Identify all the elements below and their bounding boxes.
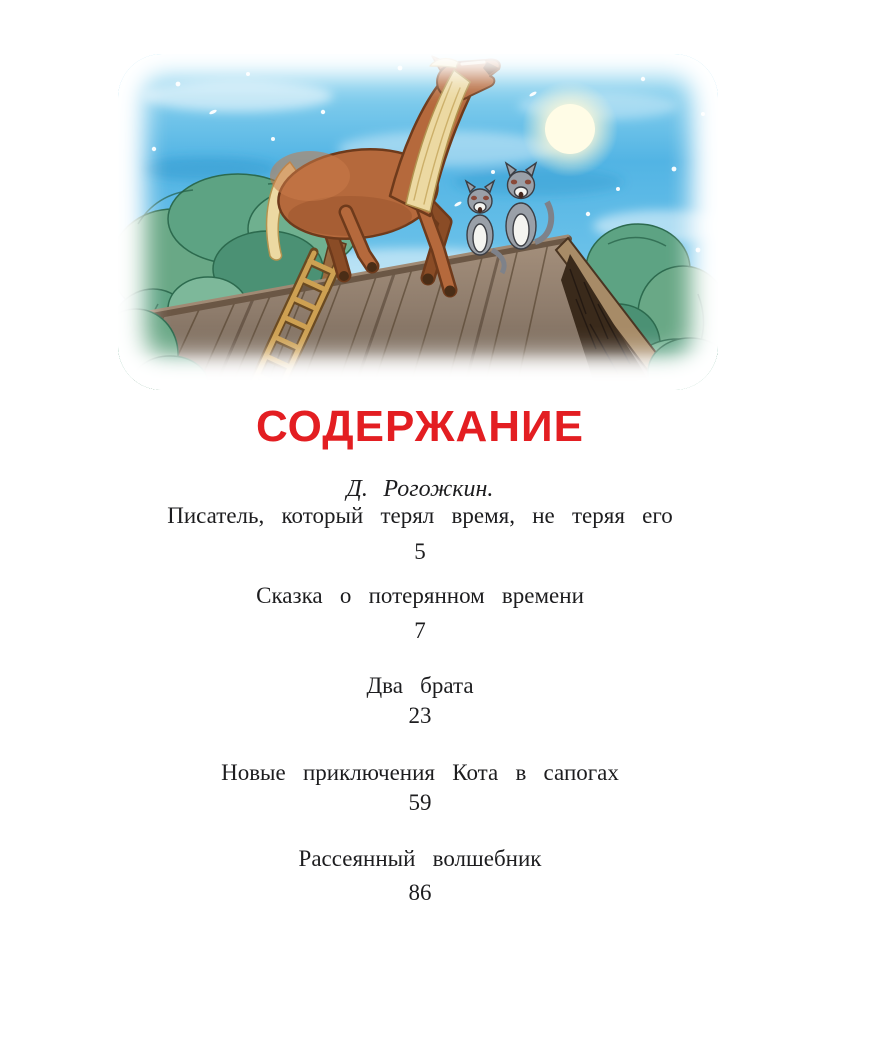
toc-entry-title: Рассеянный волшебник bbox=[298, 846, 542, 871]
toc-entry-title: Сказка о потерянном времени bbox=[256, 583, 584, 608]
toc-entry-title: Писатель, который терял время, не теряя его bbox=[167, 503, 673, 528]
toc-entry-page-number: 7 bbox=[414, 618, 426, 643]
horse-and-cats-illustration bbox=[118, 54, 718, 390]
toc-entry-title: Два брата bbox=[366, 673, 474, 698]
toc-entry-author: Д. Рогожкин. bbox=[346, 476, 494, 502]
page-title: СОДЕРЖАНИЕ bbox=[255, 402, 585, 451]
toc-entry-title: Новые приключения Кота в сапогах bbox=[221, 760, 619, 785]
toc-entry-page-number: 59 bbox=[408, 790, 432, 815]
toc-entry-page-number: 86 bbox=[408, 880, 432, 905]
toc-entry-page-number: 23 bbox=[408, 703, 432, 728]
toc-entry-page-number: 5 bbox=[414, 539, 426, 564]
